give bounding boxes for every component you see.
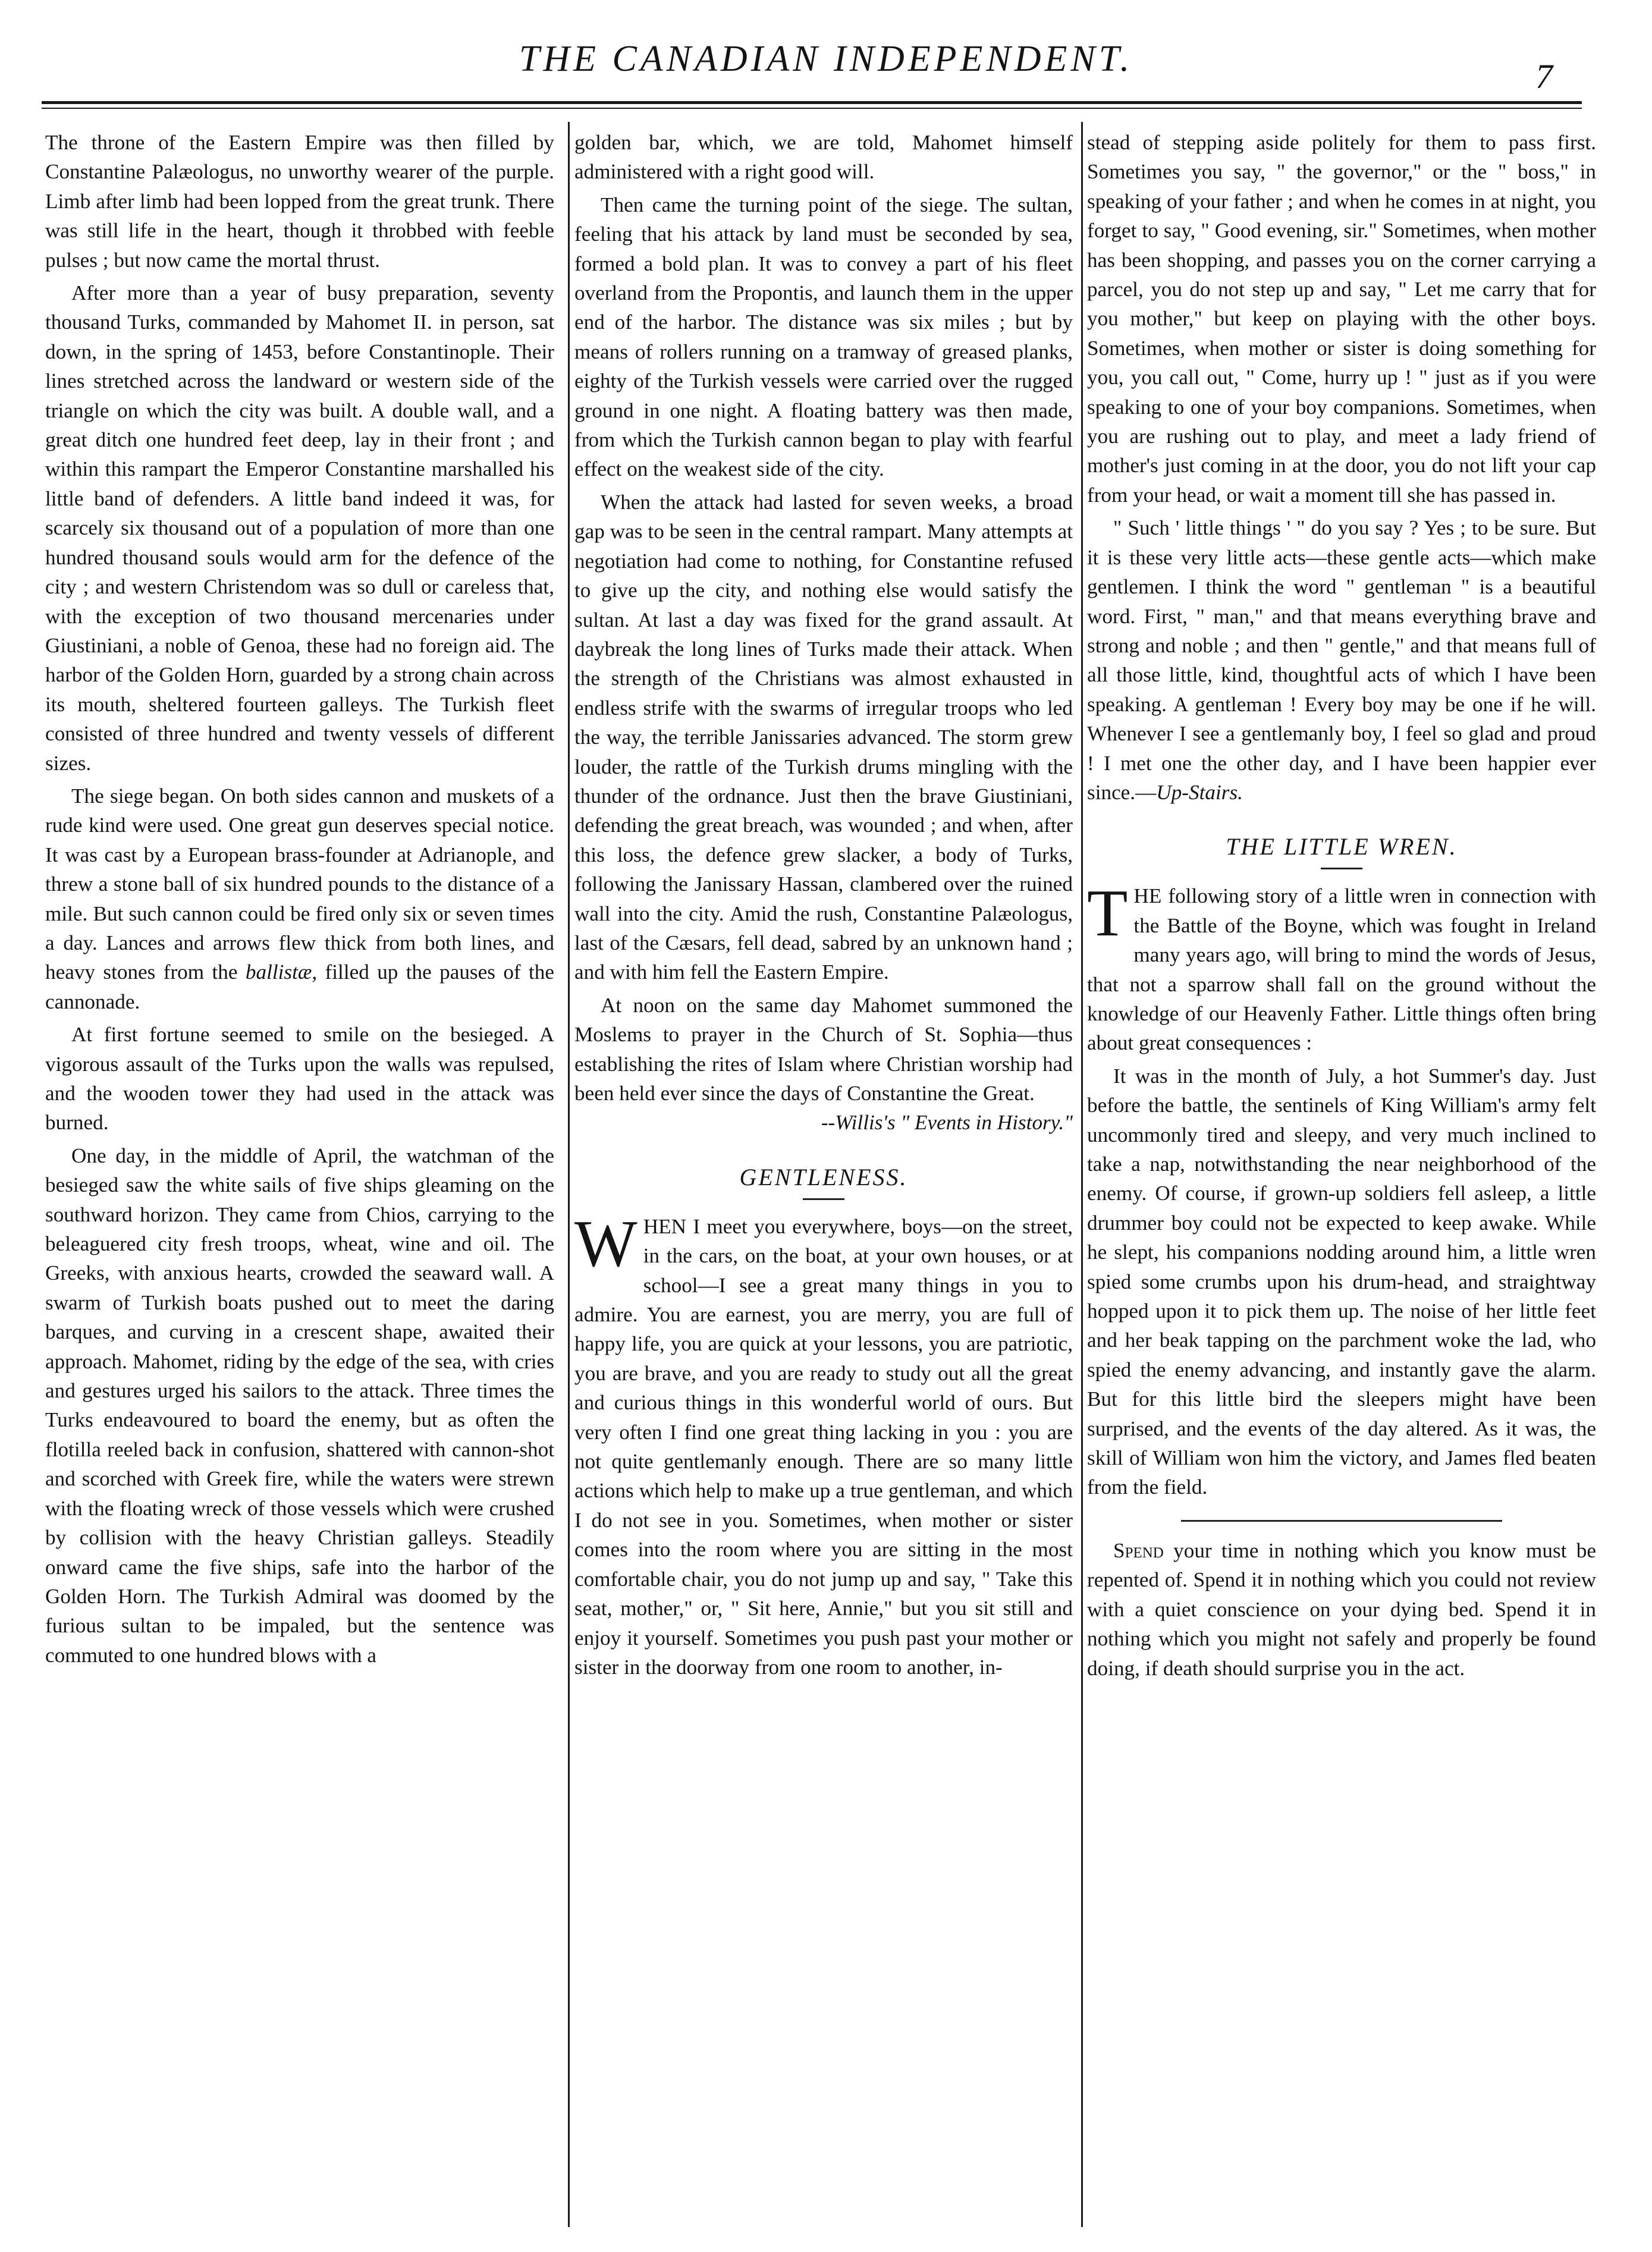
text-run: HE following story of a little wren in connection with the Battle of the Boyne, which was fought in Ireland many years ago, will bring to mind the words of Jesus, that not a sparrow shall fall on the ground without the knowledge of our Heavenly Father. Little things often bring about great consequences : xyxy=(1087,884,1596,1055)
paragraph xyxy=(1087,513,1596,807)
column-right xyxy=(1087,128,1596,2221)
paragraph: It was in the month of July, a hot Summer's day. Just before the battle, the sentinels of King William's army felt uncommonly tired and sleepy, and very much inclined to take a nap, notwithstanding the near neighborhood of the enemy. Of course, if grown-up soldiers fell asleep, a little drummer boy could not be expected to keep awake. While he slept, his companions nodding around him, a little wren spied some crumbs upon his drum-head, and straightway hopped upon it to pick them up. The noise of her little feet and her beak tapping on the parchment woke the lad, who spied the enemy advancing, and instantly gave the alarm. But for this little bird the sleepers might have been surprised, and the events of the day altered. As it was, the skill of William won him the victory, and James fled beaten from the field. xyxy=(1087,1064,1596,1499)
text-run: " Such ' little things ' " do you say ? Yes ; to be sure. But it is these very little acts—these gentle acts—which make gentlemen. I think the word " gentleman " is a beautiful word. First, " man," and that means everything brave and strong and noble ; and then " gentle," and that means full of all those little, kind, thoughtful acts of which I have been speaking. A gentleman ! Every boy may be one if he will. Whenever I see a gentlemanly boy, I feel so glad and proud ! I met one the other day, and I have been happier ever since.— xyxy=(1087,516,1596,804)
heading-rule xyxy=(803,1198,844,1200)
paragraph xyxy=(574,1207,1073,1682)
paragraph xyxy=(1087,877,1596,1057)
paragraph: Then came the turning point of the siege. The sultan, feeling that his attack by land must be seconded by sea, formed a bold plan. It was to convey a part of his fleet overland from the Propontis, and launch them in the upper end of the harbor. The distance was six miles ; but by means of rollers running on a tramway of greased planks, eighty of the Turkish vessels were carried over the rugged ground in one night. A floating battery was then made, from which the Turkish cannon began to play with fearful effect on the weakest side of the city. xyxy=(574,193,1073,481)
header-rule-top xyxy=(42,101,1582,104)
text-run: The siege began. On both sides cannon and muskets of a rude kind were used. One great gun deserves special notice. It was cast by a European brass-founder at Adrianople, and threw a stone ball of six hundred pounds to the distance of a mile. But such cannon could be fired only six or seven times a day. Lances and arrows flew thick from both lines, and heavy stones from the xyxy=(45,784,554,984)
column-left xyxy=(45,128,554,2221)
text-run: your time in nothing which you know must be repented of. Spend it in nothing which you could not review with a quiet conscience on your dying bed. Spend it in nothing which you might not safely and properly be found doing, if death should surprise you in the act. xyxy=(1087,1538,1596,1680)
citation-text: Up-Stairs. xyxy=(1156,780,1243,804)
citation xyxy=(574,1108,1073,1137)
page-header xyxy=(0,0,1652,95)
paragraph: One day, in the middle of April, the watchman of the besieged saw the white sails of five ships gleaming on the southward horizon. They came from Chios, carrying to the beleaguered city fresh troops, wheat, wine and oil. The Greeks, with anxious hearts, crowded the seaward wall. A swarm of Turkish boats pushed out to meet the daring barques, and curving in a crescent shape, awaited their approach. Mahomet, riding by the edge of the sea, with cries and gestures urged his sailors to the attack. Three times the Turks endeavoured to board the enemy, but as often the flotilla reeled back in confusion, shattered with cannon-shot and scorched with Greek fire, while the waters were strewn with the floating wreck of those vessels which were crushed by collision with the heavy Christian galleys. Steadily onward came the five ships, safe into the harbor of the Golden Horn. The Turkish Admiral was doomed by the furious sultan to be impaled, but the sentence was commuted to one hundred blows with a xyxy=(45,1144,554,1667)
paragraph: stead of stepping aside politely for them to pass first. Sometimes you say, " the governor," or the " boss," in speaking of your father ; and when he comes in at night, you forget to say, " Good evening, sir." Sometimes, when mother has been shopping, and passes you on the corner carrying a parcel, you do not step up and say, " Let me carry that for you mother," but keep on playing with the other boys. Sometimes, when mother or sister is doing something for you, you call out, " Come, hurry up ! " just as if you were speaking to one of your boy companions. Sometimes, when you are rushing out to play, and meet a lady friend of mother's just coming in at the door, you do not lift your cap from your head, or wait a moment till she has passed in. xyxy=(1087,131,1596,507)
running-title: THE CANADIAN INDEPENDENT. xyxy=(519,39,1133,79)
section-heading-little-wren: THE LITTLE WREN. xyxy=(1226,833,1458,860)
page-number: 7 xyxy=(1535,57,1553,96)
paragraph: After more than a year of busy preparation, seventy thousand Turks, commanded by Mahomet II. in person, sat down, in the spring of 1453, before Constantinople. Their lines stretched across the landward or western side of the triangle on which the city was built. A double wall, and a great ditch one hundred feet deep, lay in their front ; and within this rampart the Emperor Constantine marshalled his little band of defenders. A little band indeed it was, for scarcely six thousand out of a population of more than one hundred thousand souls would arm for the defence of the city ; and western Christendom was so dull or careless that, with the exception of two thousand mercenaries under Giustiniani, a noble of Genoa, these had no foreign aid. The harbor of the Golden Horn, guarded by a strong chain across its mouth, sheltered fourteen galleys. The Turkish fleet consisted of three hundred and twenty vessels of different sizes. xyxy=(45,281,554,775)
section-heading-gentleness: GENTLENESS. xyxy=(739,1163,908,1191)
italic-term: ballistæ, xyxy=(245,960,318,984)
paragraph xyxy=(1087,1536,1596,1683)
small-caps-lead: Spend xyxy=(1113,1538,1164,1562)
paragraph: At noon on the same day Mahomet summoned the Moslems to prayer in the Church of St. Sophia—thus establishing the rites of Islam where Christian worship had been held ever since the days of Constantine the Great. xyxy=(574,993,1073,1105)
text-run: HEN I meet you everywhere, boys—on the street, in the cars, on the boat, at your own houses, or at school—I see a great many things in you to admire. You are earnest, you are merry, you are full of happy life, you are quick at your lessons, you are patriotic, you are brave, and you are ready to study out all the great and curious things in this wonderful world of ours. But very often I find one great thing lacking in you : you are not quite gentlemanly enough. There are so many little actions which help to make up a true gentleman, and which I do not see in you. Sometimes, when mother or sister comes into the room where you are sitting in the most comfortable chair, you do not jump up and say, " Take this seat, mother," or, " Sit here, Annie," but you sit still and enjoy it yourself. Sometimes you push past your mother or sister in the doorway from one room to another, in- xyxy=(574,1214,1073,1679)
paragraph xyxy=(45,781,554,1016)
section-separator xyxy=(1181,1520,1502,1522)
drop-cap: W xyxy=(574,1207,637,1281)
paragraph: When the attack had lasted for seven weeks, a broad gap was to be seen in the central rampart. Many attempts at negotiation had come to nothing, for Constantine refused to give up the city, and nothing else would satisfy the sultan. At last a day was fixed for the grand assault. At daybreak the long lines of Turks made their attack. When the strength of the Christians was almost exhausted in endless strife with the swarms of irregular troops who led the way, the terrible Janissaries advanced. The storm grew louder, the rattle of the Turkish drums mingling with the thunder of the ordnance. Just then the brave Giustiniani, defending the great breach, was wounded ; and when, after this loss, the defence grew slacker, a body of Turks, following the Janissary Hassan, clambered over the ruined wall into the city. Amid the rush, Constantine Palæologus, last of the Cæsars, fell dead, sabred by an unknown hand ; and with him fell the Eastern Empire. xyxy=(574,490,1073,984)
paragraph: golden bar, which, we are told, Mahomet himself administered with a right good will. xyxy=(574,131,1073,184)
column-divider-left xyxy=(568,122,570,2227)
heading-rule xyxy=(1321,868,1362,869)
column-middle xyxy=(574,128,1073,2221)
citation-text: --Willis's " Events in History." xyxy=(821,1111,1073,1135)
paragraph: The throne of the Eastern Empire was then filled by Constantine Palæologus, no unworthy wearer of the purple. Limb after limb had been lopped from the great trunk. There was still life in the heart, though it throbbed with feeble pulses ; but now came the mortal thrust. xyxy=(45,131,554,272)
paragraph: At first fortune seemed to smile on the besieged. A vigorous assault of the Turks upon the walls was repulsed, and the wooden tower they had used in the attack was burned. xyxy=(45,1023,554,1135)
drop-cap: T xyxy=(1087,877,1128,951)
column-divider-right xyxy=(1081,122,1083,2227)
text-run: filled up the pauses of the cannonade. xyxy=(45,960,554,1013)
header-rule-bottom xyxy=(42,108,1582,109)
